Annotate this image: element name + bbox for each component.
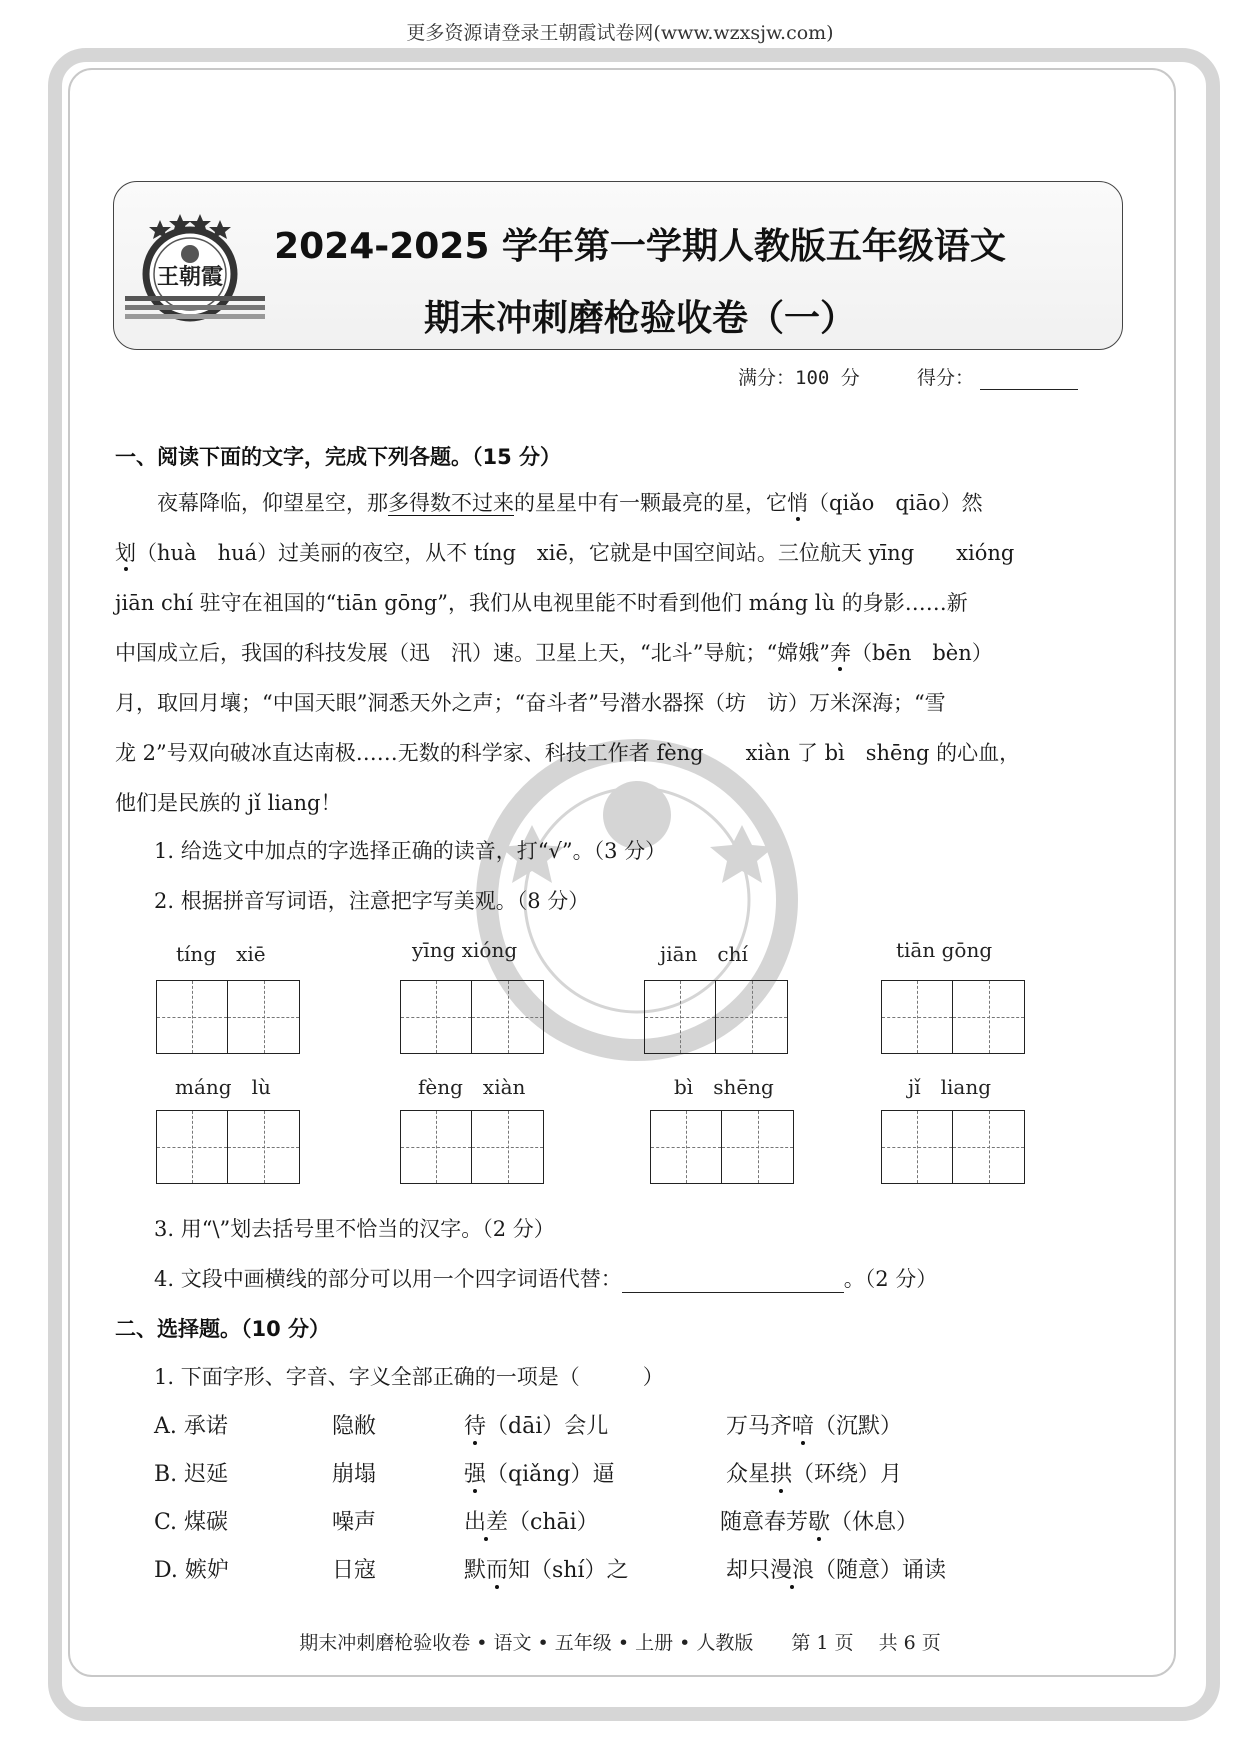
option-word: 默而知（shí）之 xyxy=(464,1558,629,1583)
dotted-char: 悄 xyxy=(787,491,808,515)
pinyin-label: bì shēng xyxy=(674,1075,774,1099)
option-word: 出差（chāi） xyxy=(464,1510,599,1535)
section-2-heading: 二、选择题。（10 分） xyxy=(115,1317,331,1341)
pinyin-label: tiān gōng xyxy=(896,938,993,962)
option-d-label[interactable]: D. 嫉妒 xyxy=(154,1558,229,1583)
writing-grid[interactable] xyxy=(881,1110,1025,1184)
option-word: 日寇 xyxy=(332,1558,377,1583)
option-word: 崩塌 xyxy=(332,1462,377,1487)
logo xyxy=(125,212,265,332)
option-word: 隐敝 xyxy=(332,1414,377,1439)
pinyin-label: máng lù xyxy=(175,1075,271,1099)
option-word: 噪声 xyxy=(332,1510,377,1535)
writing-grid[interactable] xyxy=(156,980,300,1054)
option-a-label[interactable]: A. 承诺 xyxy=(154,1414,228,1439)
option-b-label[interactable]: B. 迟延 xyxy=(154,1462,229,1487)
title-line-2: 期末冲刺磨枪验收卷（一） xyxy=(423,298,856,339)
dotted-char: 划 xyxy=(115,541,136,565)
pinyin-label: fèng xiàn xyxy=(418,1075,526,1099)
passage-line-7: 他们是民族的 jǐ liang！ xyxy=(115,791,342,815)
option-word: 随意春芳歇（休息） xyxy=(720,1510,919,1535)
writing-grid[interactable] xyxy=(156,1110,300,1184)
page-footer: 期末冲刺磨枪验收卷 • 语文 • 五年级 • 上册 • 人教版 第 1 页 共 6 页 xyxy=(299,1632,941,1654)
question-1-4: 4. 文段中画横线的部分可以用一个四字词语代替： 。（2 分） xyxy=(154,1267,938,1291)
pinyin-label: jǐ liang xyxy=(908,1075,991,1099)
writing-grid[interactable] xyxy=(650,1110,794,1184)
writing-grid[interactable] xyxy=(400,1110,544,1184)
passage-line-6: 龙 2”号双向破冰直达南极……无数的科学家、科技工作者 fèng xiàn 了 bì shēng 的心血， xyxy=(115,741,1021,765)
logo-text: 王朝霞 xyxy=(156,264,224,290)
full-score: 满分：100 分 xyxy=(738,367,860,389)
passage-line-1: 夜幕降临，仰望星空，那多得数不过来的星星中有一颗最亮的星，它悄（qiǎo qiāo）然 xyxy=(157,491,983,515)
reading-passage xyxy=(115,478,1125,828)
got-score-label: 得分： xyxy=(916,367,974,389)
option-word: 强（qiǎng）逼 xyxy=(464,1462,615,1487)
writing-grid[interactable] xyxy=(881,980,1025,1054)
question-1-3: 3. 用“\”划去括号里不恰当的汉字。（2 分） xyxy=(154,1217,555,1241)
option-word: 待（dāi）会儿 xyxy=(464,1414,609,1439)
underlined-phrase: 多得数不过来 xyxy=(388,491,514,515)
question-1-1: 1. 给选文中加点的字选择正确的读音，打“√”。（3 分） xyxy=(154,839,667,863)
title-line-1: 2024-2025 学年第一学期人教版五年级语文 xyxy=(274,226,1006,267)
option-word: 却只漫浪（随意）诵读 xyxy=(726,1558,947,1583)
passage-line-5: 月，取回月壤；“中国天眼”洞悉天外之声；“奋斗者”号潜水器探（坊 访）万米深海；“雪 xyxy=(115,691,946,715)
score-blank[interactable] xyxy=(980,371,1078,390)
option-word: 万马齐喑（沉默） xyxy=(726,1414,903,1439)
writing-grid[interactable] xyxy=(644,980,788,1054)
question-2-1: 1. 下面字形、字音、字义全部正确的一项是（ ） xyxy=(154,1365,664,1389)
passage-line-2: 划（huà huá）过美丽的夜空，从不 tíng xiē，它就是中国空间站。三位航天 yīng xióng xyxy=(115,541,1015,565)
question-1-2: 2. 根据拼音写词语，注意把字写美观。（8 分） xyxy=(154,889,590,913)
dotted-char: 奔 xyxy=(829,641,851,665)
answer-blank[interactable] xyxy=(622,1272,844,1293)
pinyin-label: tíng xiē xyxy=(176,942,266,966)
score-line xyxy=(738,363,1078,390)
option-c-label[interactable]: C. 煤碳 xyxy=(154,1510,229,1535)
section-1-heading: 一、阅读下面的文字，完成下列各题。（15 分） xyxy=(115,445,562,469)
pinyin-label: yīng xióng xyxy=(412,938,518,962)
passage-line-4: 中国成立后，我国的科技发展（迅 汛）速。卫星上天，“北斗”导航；“嫦娥”奔（bēn bèn） xyxy=(115,641,993,665)
option-word: 众星拱（环绕）月 xyxy=(726,1462,903,1487)
top-banner: 更多资源请登录王朝霞试卷网(www.wzxsjw.com) xyxy=(406,22,834,44)
pinyin-label: jiān chí xyxy=(660,942,748,966)
writing-grid[interactable] xyxy=(400,980,544,1054)
passage-line-3: jiān chí 驻守在祖国的“tiān gōng”，我们从电视里能不时看到他们 máng lù 的身影……新 xyxy=(115,591,968,615)
